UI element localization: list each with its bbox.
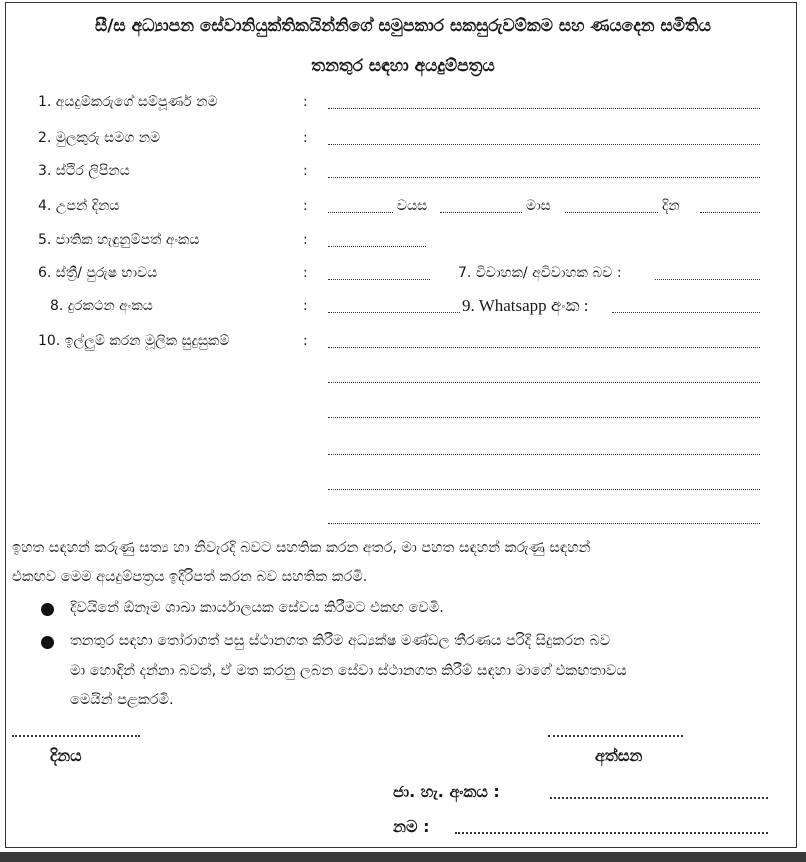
nic-field[interactable] [328,246,426,247]
field-label-address: 3. ස්ථිර ලිපිනය [38,163,130,179]
colon: : [303,265,308,281]
whatsapp-field[interactable] [612,312,760,313]
signature-field[interactable] [548,735,683,737]
qualifications-field-line[interactable] [328,454,760,455]
declaration-bullet-2: තනතුර සඳහා තෝරාගත් පසු ස්ථානගත කිරීම අධ්‍යක්ෂ මණ්ඩල තීරණය පරිදි සිදුකරන බව [70,633,611,649]
colon: : [303,163,308,179]
form-subtitle: තනතුර සඳහා අයදුම්පත්‍රය [311,56,495,76]
bullet-icon [41,636,54,649]
colon: : [303,333,308,349]
declaration-line-1: ඉහත සඳහන් කරුණු සත්‍ය හා නිවැරදි බවට සහතික කරන අතර, මා පහත සඳහන් කරුණු සඳහන් [12,540,591,556]
qualifications-field-line[interactable] [328,382,760,383]
colon: : [303,94,308,110]
years-label: වයස [397,198,428,214]
signature-label: අත්සන [595,746,643,765]
days-label: දින [662,198,680,214]
bottom-bar [0,852,806,862]
colon: : [303,198,308,214]
signer-name-field[interactable] [455,832,768,834]
qualifications-field-line[interactable] [328,417,760,418]
marital-status-label: 7. විවාහක/ අවිවාහක බව : [458,265,622,281]
qualifications-field-line[interactable] [328,523,760,524]
form-border [5,2,797,848]
months-label: මාස [526,198,551,214]
colon: : [303,130,308,146]
declaration-bullet-1: දිවයිනේ ඕනෑම ශාඛා කාර්යාලයක සේවය කිරීමට එකඟ වෙමි. [70,600,444,616]
bullet-icon [41,603,54,616]
declaration-bullet-2-cont: මා හොඳින් දන්නා බවත්, ඒ මත කරනු ලබන සේවා ස්ථානගත කිරීම් සඳහා මාගේ එකඟතාවය [70,663,627,679]
name-with-initials-field[interactable] [328,144,760,145]
full-name-field[interactable] [328,108,760,109]
declaration-bullet-2-cont: මෙයින් පළකරමි. [70,692,174,708]
signer-nic-field[interactable] [550,797,768,799]
dob-months-field[interactable] [440,212,522,213]
form-title: සී/ස අධ්‍යාපන සේවානියුක්තිකයින්නිගේ සමුපකාර සකසුරුවම්කම සහ ණයදෙන සමිතිය [95,16,711,36]
field-label-phone: 8. දුරකථන අංකය [50,298,153,314]
address-field[interactable] [328,177,760,178]
field-label-qualifications: 10. ඉල්ලුම් කරන මූලික සුදුසුකම් [38,333,230,349]
dob-years-field[interactable] [328,212,393,213]
field-label-dob: 4. උපන් දිනය [38,198,120,214]
dob-days-field[interactable] [565,212,658,213]
colon: : [303,298,308,314]
field-label-name-with-initials: 2. මුලකුරු සමග නම [38,130,161,146]
qualifications-field-line[interactable] [328,347,760,348]
date-label: දිනය [50,746,82,765]
dob-extra-field[interactable] [700,212,760,213]
date-field[interactable] [12,735,140,737]
colon: : [303,232,308,248]
name-label: නම : [393,817,430,836]
field-label-gender: 6. ස්ත්‍රී/ පුරුෂ භාවය [38,265,158,281]
marital-status-field[interactable] [655,279,760,280]
field-label-full-name: 1. අයදුම්කරුගේ සම්පූර්ණ නම [38,94,218,110]
nic-label: ජා. හැ. අංකය : [393,782,500,801]
gender-field[interactable] [328,279,430,280]
field-label-nic: 5. ජාතික හැඳුනුම්පත් අංකය [38,232,200,248]
phone-field[interactable] [328,312,460,313]
whatsapp-label: 9. Whatsapp අංක : [462,296,589,315]
declaration-line-2: එකඟව මෙම අයදුම්පත්‍රය ඉදිරිපත් කරන බව සහතික කරමි. [12,569,368,585]
qualifications-field-line[interactable] [328,489,760,490]
